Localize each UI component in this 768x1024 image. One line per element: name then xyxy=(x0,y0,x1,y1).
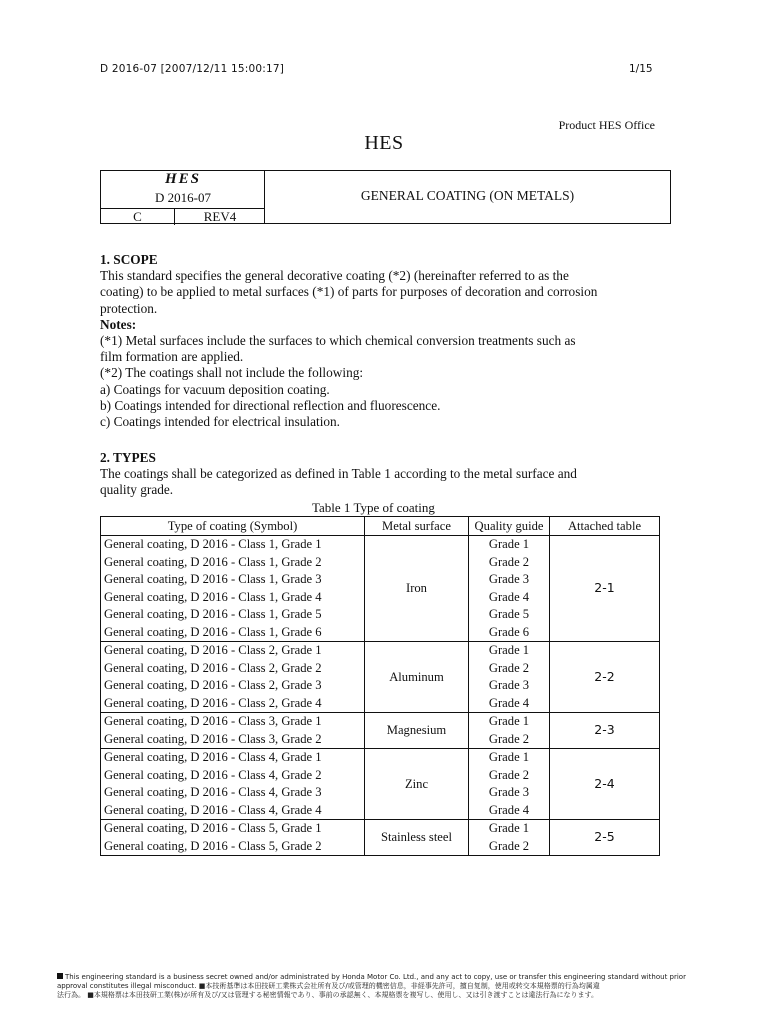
document-revision: REV4 xyxy=(203,209,237,224)
coating-type-cell: General coating, D 2016 - Class 1, Grade 6 xyxy=(101,623,365,641)
quality-grade-cell: Grade 2 xyxy=(469,553,550,571)
square-bullet-icon xyxy=(57,973,63,979)
attached-table-cell: 2-2 xyxy=(550,641,660,712)
quality-grade-cell: Grade 2 xyxy=(469,837,550,855)
page-number: 1/15 xyxy=(629,63,653,75)
page-title: HES xyxy=(364,132,404,154)
notes-label: Notes: xyxy=(100,316,137,332)
table-row xyxy=(101,748,660,766)
coating-type-cell: General coating, D 2016 - Class 1, Grade 1 xyxy=(101,535,365,553)
scope-heading: 1. SCOPE xyxy=(100,252,158,267)
quality-grade-cell: Grade 1 xyxy=(469,748,550,766)
metal-surface-cell: Stainless steel xyxy=(365,819,469,855)
table-row xyxy=(101,535,660,553)
coating-type-cell: General coating, D 2016 - Class 2, Grade 3 xyxy=(101,677,365,695)
note-line: c) Coatings intended for electrical insulation. xyxy=(100,414,341,430)
types-section xyxy=(100,450,660,499)
quality-grade-cell: Grade 1 xyxy=(469,819,550,837)
scope-line: This standard specifies the general decorative coating (*2) (hereinafter referred to as the xyxy=(100,268,569,284)
scope-line: coating) to be applied to metal surfaces (*1) of parts for purposes of decoration and corrosion xyxy=(100,284,598,300)
attached-table-cell: 2-4 xyxy=(550,748,660,819)
coating-type-cell: General coating, D 2016 - Class 5, Grade 2 xyxy=(101,837,365,855)
coating-type-cell: General coating, D 2016 - Class 2, Grade 4 xyxy=(101,694,365,712)
document-title: GENERAL COATING (ON METALS) xyxy=(360,188,575,203)
document-number: D 2016-07 xyxy=(155,190,211,205)
note-line: (*2) The coatings shall not include the following: xyxy=(100,365,364,381)
note-line: (*1) Metal surfaces include the surfaces to which chemical conversion treatments such as xyxy=(100,333,576,349)
note-line: a) Coatings for vacuum deposition coating. xyxy=(100,381,330,397)
table-row xyxy=(101,641,660,659)
metal-surface-cell: Magnesium xyxy=(365,712,469,748)
quality-grade-cell: Grade 4 xyxy=(469,694,550,712)
header-quality: Quality guide xyxy=(469,517,550,536)
coating-type-cell: General coating, D 2016 - Class 3, Grade 2 xyxy=(101,730,365,748)
footer-line: approval constitutes illegal misconduct. ■本技術基準は本田技研工業株式会社所有及び/或管理的機密信息，非経事先許可，擅自复制，使用或转交本規格票的行為均属違 xyxy=(57,982,600,990)
document-class: C xyxy=(101,208,175,225)
header-metal: Metal surface xyxy=(365,517,469,536)
coating-type-cell: General coating, D 2016 - Class 4, Grade 4 xyxy=(101,801,365,819)
coating-type-cell: General coating, D 2016 - Class 4, Grade 1 xyxy=(101,748,365,766)
quality-grade-cell: Grade 4 xyxy=(469,588,550,606)
attached-table-cell: 2-1 xyxy=(550,535,660,641)
coating-type-cell: General coating, D 2016 - Class 3, Grade 1 xyxy=(101,712,365,730)
types-line: quality grade. xyxy=(100,482,174,498)
attached-table-cell: 2-5 xyxy=(550,819,660,855)
note-line: film formation are applied. xyxy=(100,349,244,365)
note-line: b) Coatings intended for directional reflection and fluorescence. xyxy=(100,397,441,413)
print-header-left: D 2016-07 [2007/12/11 15:00:17] xyxy=(100,63,285,75)
types-line: The coatings shall be categorized as defined in Table 1 according to the metal surface and xyxy=(100,466,577,482)
quality-grade-cell: Grade 1 xyxy=(469,712,550,730)
coating-type-cell: General coating, D 2016 - Class 2, Grade 1 xyxy=(101,641,365,659)
table-row xyxy=(101,819,660,837)
header-type: Type of coating (Symbol) xyxy=(101,517,365,536)
scope-section xyxy=(100,252,660,430)
quality-grade-cell: Grade 2 xyxy=(469,766,550,784)
coating-types-table xyxy=(100,516,660,856)
id-left-column xyxy=(101,171,265,223)
types-heading: 2. TYPES xyxy=(100,450,156,465)
coating-type-cell: General coating, D 2016 - Class 1, Grade 5 xyxy=(101,606,365,624)
metal-surface-cell: Iron xyxy=(365,535,469,641)
document-id-box xyxy=(100,170,671,224)
quality-grade-cell: Grade 2 xyxy=(469,730,550,748)
coating-type-cell: General coating, D 2016 - Class 2, Grade 2 xyxy=(101,659,365,677)
quality-grade-cell: Grade 3 xyxy=(469,677,550,695)
metal-surface-cell: Aluminum xyxy=(365,641,469,712)
quality-grade-cell: Grade 5 xyxy=(469,606,550,624)
hes-brand: HES xyxy=(164,171,201,187)
quality-grade-cell: Grade 3 xyxy=(469,571,550,589)
table-caption: Table 1 Type of coating xyxy=(312,500,435,515)
table-row xyxy=(101,712,660,730)
quality-grade-cell: Grade 2 xyxy=(469,659,550,677)
scope-line: protection. xyxy=(100,300,158,316)
coating-type-cell: General coating, D 2016 - Class 4, Grade 3 xyxy=(101,784,365,802)
header-attached: Attached table xyxy=(550,517,660,536)
quality-grade-cell: Grade 1 xyxy=(469,535,550,553)
quality-grade-cell: Grade 6 xyxy=(469,623,550,641)
footer-line: 法行為。 ■本規格票は本田技研工業(株)が所有及び/又は管理する秘密情報であり、事前の承認無く、本規格票を複写し、使用し、又は引き渡すことは違法行為になります。 xyxy=(57,991,598,999)
metal-surface-cell: Zinc xyxy=(365,748,469,819)
coating-type-cell: General coating, D 2016 - Class 1, Grade 3 xyxy=(101,571,365,589)
quality-grade-cell: Grade 1 xyxy=(469,641,550,659)
coating-type-cell: General coating, D 2016 - Class 1, Grade 4 xyxy=(101,588,365,606)
quality-grade-cell: Grade 3 xyxy=(469,784,550,802)
quality-grade-cell: Grade 4 xyxy=(469,801,550,819)
office-label: Product HES Office xyxy=(558,118,655,132)
table-header-row xyxy=(101,517,660,536)
coating-type-cell: General coating, D 2016 - Class 5, Grade 1 xyxy=(101,819,365,837)
footer-line: This engineering standard is a business secret owned and/or administrated by Honda Motor Co. Ltd., and any act to copy, use or transfer this engineering standard without prior xyxy=(57,973,717,982)
confidentiality-footer xyxy=(57,973,717,1000)
coating-type-cell: General coating, D 2016 - Class 4, Grade 2 xyxy=(101,766,365,784)
coating-type-cell: General coating, D 2016 - Class 1, Grade 2 xyxy=(101,553,365,571)
table-body xyxy=(101,535,660,855)
attached-table-cell: 2-3 xyxy=(550,712,660,748)
